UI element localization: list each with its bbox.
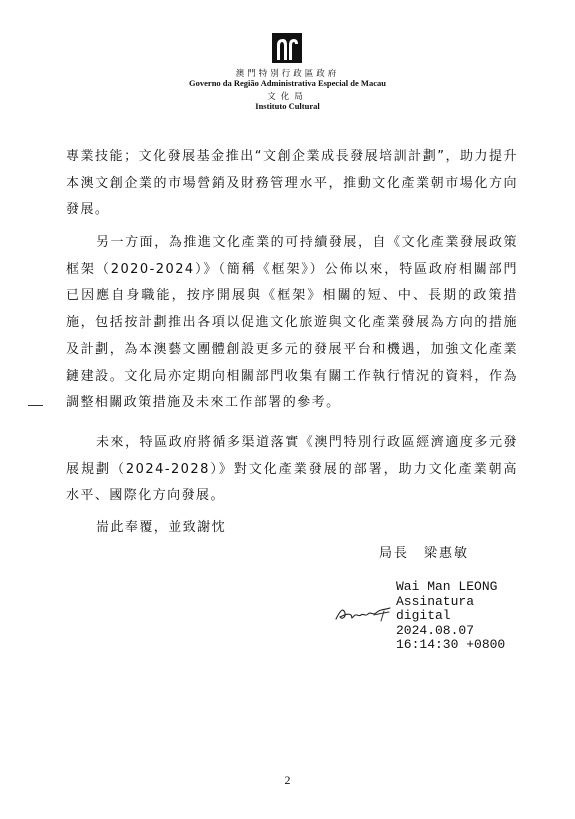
digital-signature-date: 2024.08.07: [396, 622, 475, 638]
margin-mark: [28, 405, 43, 406]
page-number: 2: [284, 773, 291, 787]
dept-name-pt: Instituto Cultural: [255, 101, 320, 111]
ic-logo-icon: [272, 33, 302, 63]
org-name-pt: Governo da Região Administrativa Especial de Macau: [189, 78, 386, 88]
body-paragraph: 未來，特區政府將循多渠道落實《澳門特別行政區經濟適度多元發展規劃（2024-2028）》對文化產業發展的部署，助力文化產業朝高水平、國際化方向發展。: [66, 435, 518, 504]
dept-name-zh: 文化局: [267, 91, 308, 101]
body-paragraph: 專業技能；文化發展基金推出“文創企業成長發展培訓計劃”，助力提升本澳文創企業的市場營銷及財務管理水平，推動文化產業朝市場化方向發展。: [66, 149, 518, 218]
org-name-zh: 澳門特別行政區政府: [235, 68, 340, 78]
closing-line: 耑此奉覆，並致謝忱: [96, 520, 227, 535]
digital-signature-label: Assinatura: [396, 593, 475, 609]
digital-signature-block: [396, 580, 505, 653]
digital-signature-label: digital: [396, 608, 451, 623]
digital-signature-time: 16:14:30 +0800: [396, 637, 506, 652]
digital-signature-name: Wai Man LEONG: [396, 579, 498, 594]
signatory-title-name: 局長 梁惠敏: [379, 546, 470, 561]
handwritten-signature: [334, 601, 396, 625]
body-paragraph: 另一方面，為推進文化產業的可持續發展，自《文化產業發展政策框架（2020-2024）》（簡稱《框架》）公佈以來，特區政府相關部門已因應自身職能，按序開展與《框架》相關的短、中、長期的政策措施，包括按計劃推出各項以促進文化旅遊與文化產業發展為方向的措施及計劃，為本澳藝文團體創設更多元的發展平台和機遇，加強文化產業鏈建設。文化局亦定期向相關部門收集有關工作執行情況的資料，作為調整相關政策措施及未來工作部署的參考。: [66, 235, 518, 411]
